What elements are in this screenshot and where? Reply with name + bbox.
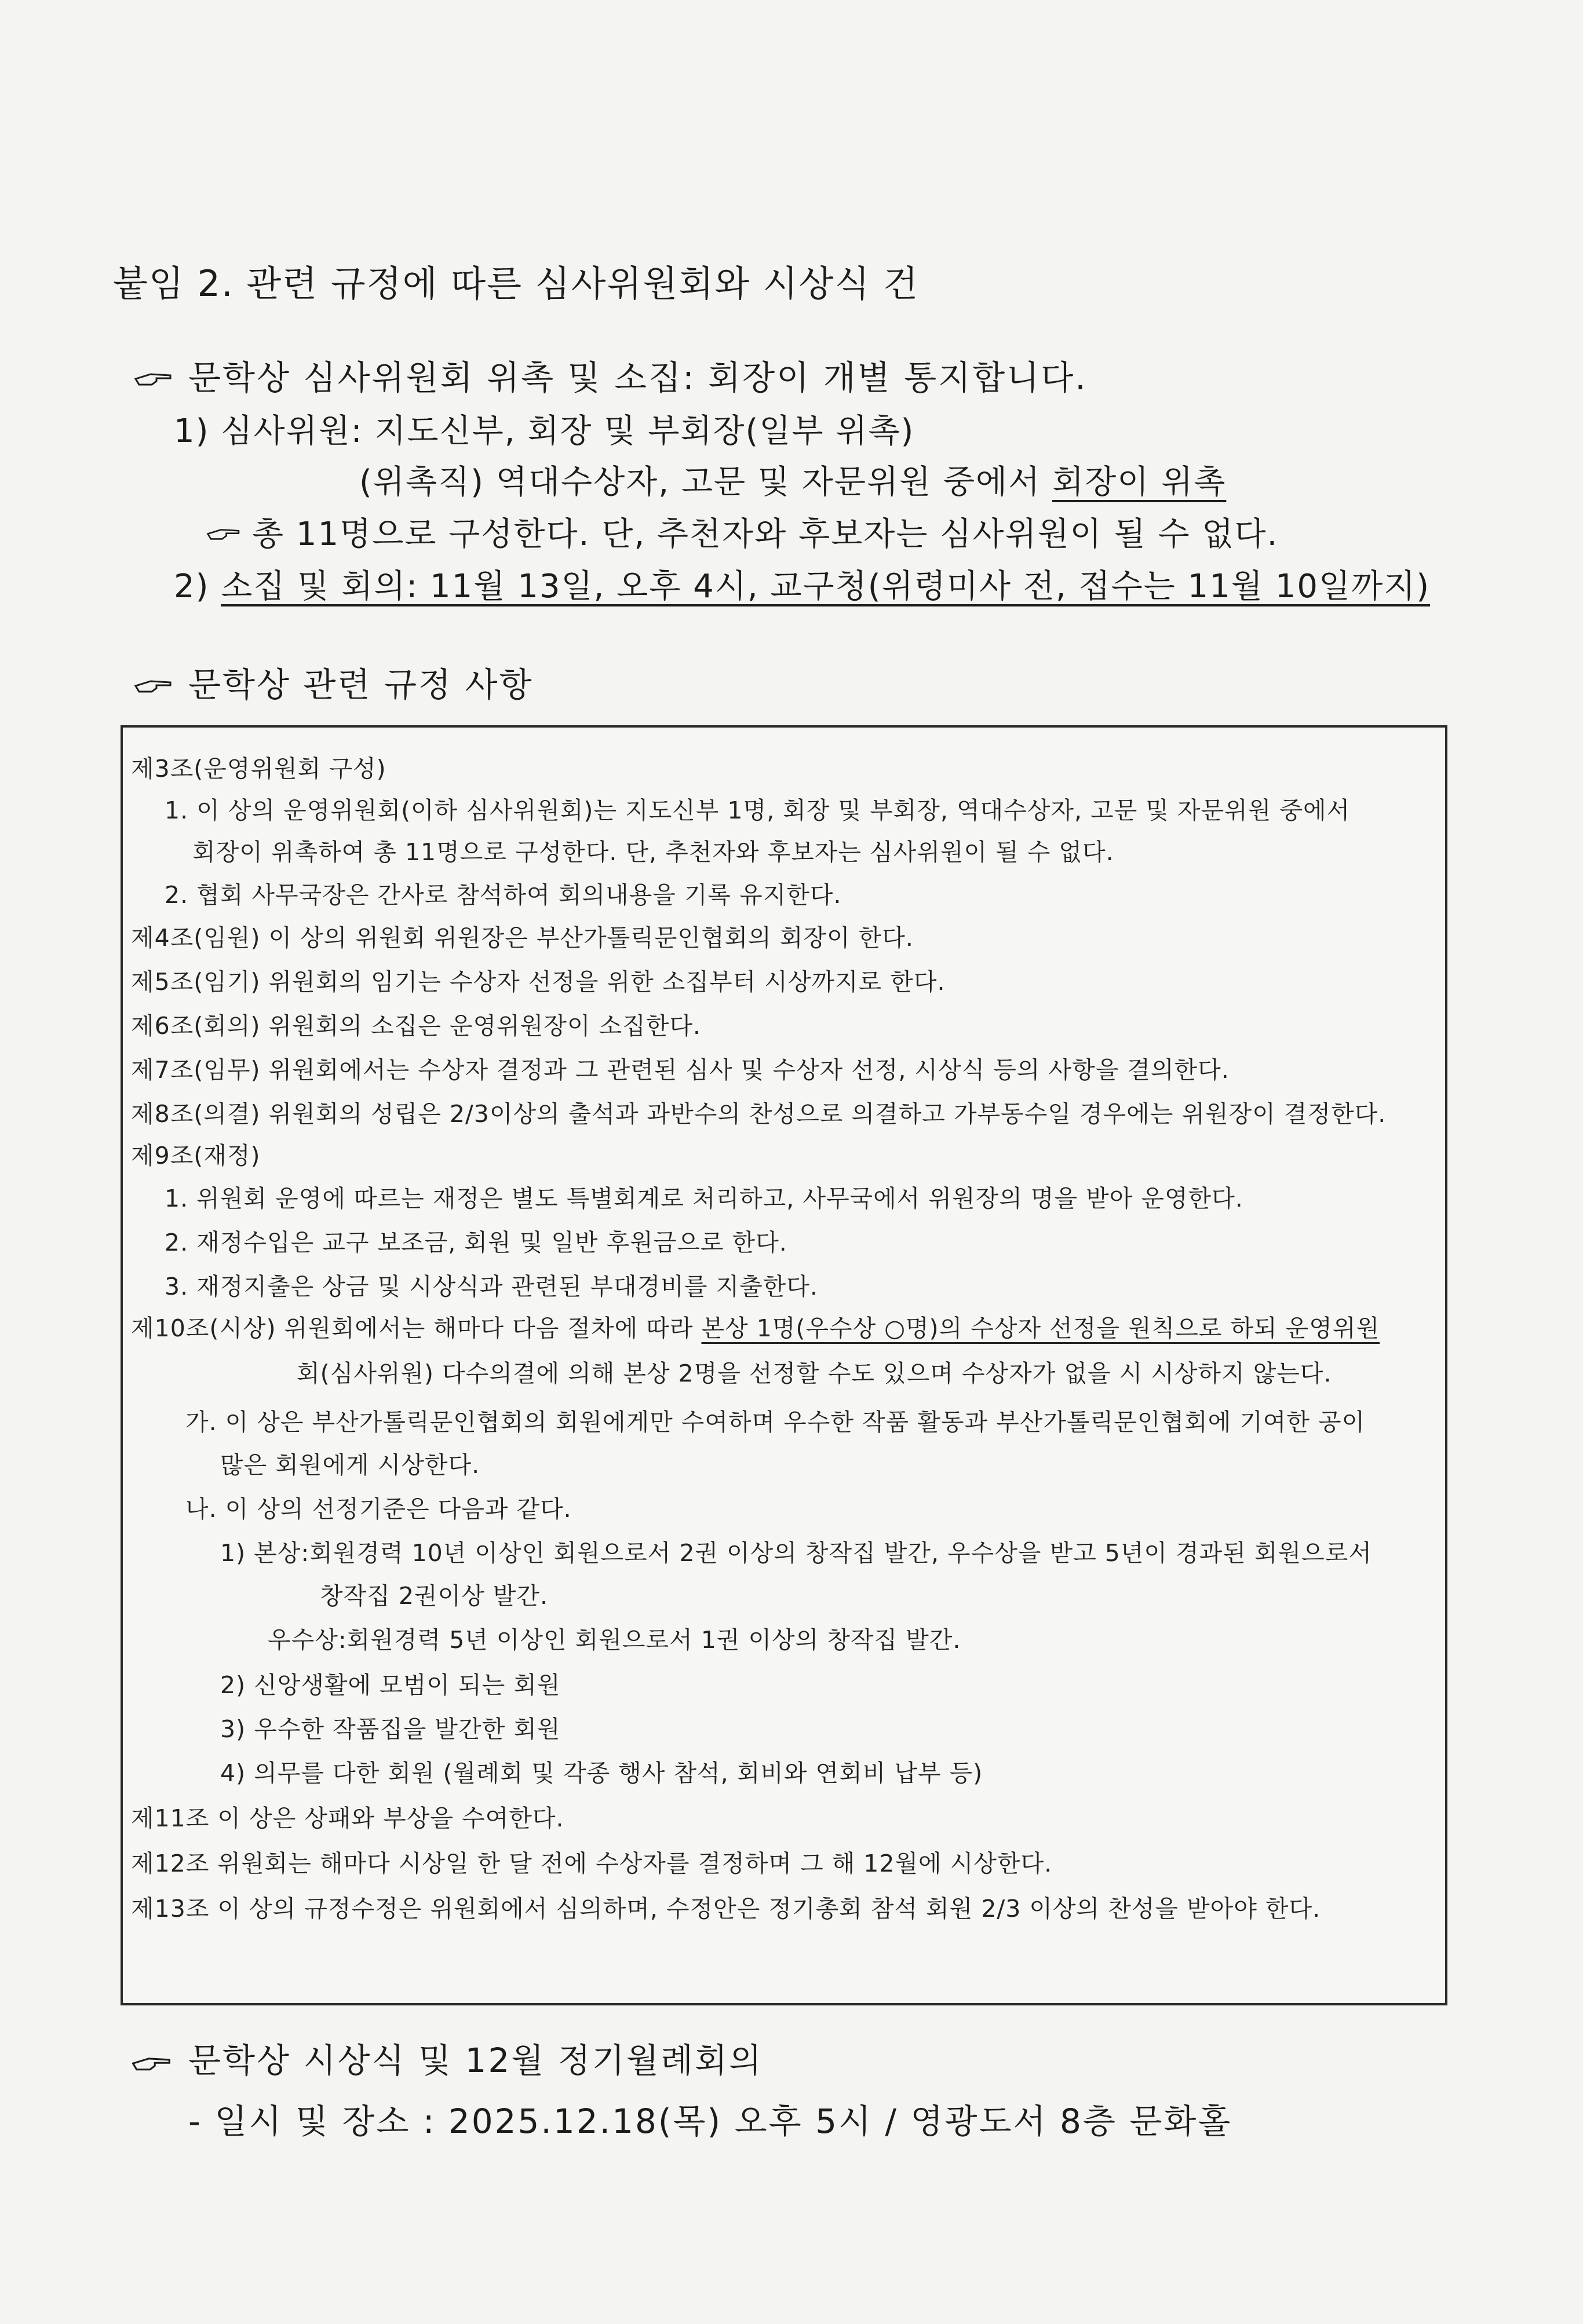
- pointing-hand-icon: [206, 520, 243, 543]
- section1-heading: 문학상 심사위원회 위촉 및 소집: 회장이 개별 통지합니다.: [188, 358, 1088, 397]
- article-13: 제13조 이 상의 규정수정은 위원회에서 심의하며, 수정안은 정기총회 참석 회원 2/3 이상의 찬성을 받아야 한다.: [131, 1895, 1321, 1923]
- pointing-hand-icon: [130, 2048, 174, 2074]
- criteria-main-prize-cont: 창작집 2권이상 발간.: [320, 1582, 549, 1610]
- criteria-faith-life: 2) 신앙생활에 모범이 되는 회원: [220, 1671, 561, 1699]
- article-12: 제12조 위원회는 해마다 시상일 한 달 전에 수상자를 결정하며 그 해 12월에 시상한다.: [131, 1850, 1053, 1877]
- appointed-members-text: (위촉직) 역대수상자, 고문 및 자문위원 중에서: [359, 463, 1053, 501]
- article-10-item-na: 나. 이 상의 선정기준은 다음과 같다.: [185, 1495, 572, 1523]
- criteria-publication: 3) 우수한 작품집을 발간한 회원: [220, 1715, 561, 1743]
- criteria-excellence-prize: 우수상:회원경력 5년 이상인 회원으로서 1권 이상의 창작집 발간.: [268, 1626, 961, 1654]
- article-4: 제4조(임원) 이 상의 위원회 위원장은 부산가톨릭문인협회의 회장이 한다.: [131, 924, 914, 952]
- meeting-schedule-underlined: 소집 및 회의: 11월 13일, 오후 4시, 교구청(위령미사 전, 접수는 11월 10일까지): [221, 568, 1431, 605]
- meeting-schedule-item: [174, 561, 1430, 607]
- article-3-heading: 제3조(운영위원회 구성): [131, 755, 386, 783]
- article-7: 제7조(임무) 위원회에서는 수상자 결정과 그 관련된 심사 및 수상자 선정, 시상식 등의 사항을 결의한다.: [131, 1056, 1230, 1084]
- article-3-clause-2: 2. 협회 사무국장은 간사로 참석하여 회의내용을 기록 유지한다.: [165, 881, 842, 909]
- meeting-schedule-number: 2): [174, 568, 221, 605]
- article-3-clause-1-cont: 회장이 위촉하여 총 11명으로 구성한다. 단, 추천자와 후보자는 심사위원이 될 수 없다.: [192, 838, 1114, 866]
- article-9-heading: 제9조(재정): [131, 1142, 261, 1170]
- article-11: 제11조 이 상은 상패와 부상을 수여한다.: [131, 1804, 564, 1832]
- article-10-underlined: 본상 1명(우수상 ○명)의 수상자 선정을 원칙으로 하되 운영위원: [701, 1314, 1380, 1342]
- section3-heading: 문학상 시상식 및 12월 정기월례회의: [188, 2041, 763, 2080]
- committee-note: 총 11명으로 구성한다. 단, 추천자와 후보자는 심사위원이 될 수 없다.: [252, 516, 1279, 553]
- ceremony-date-place: - 일시 및 장소 : 2025.12.18(목) 오후 5시 / 영광도서 8층 문화홀: [188, 2102, 1232, 2141]
- article-10-text: 제10조(시상) 위원회에서는 해마다 다음 절차에 따라: [131, 1314, 702, 1342]
- article-3-clause-1: 1. 이 상의 운영위원회(이하 심사위원회)는 지도신부 1명, 회장 및 부회장, 역대수상자, 고문 및 자문위원 중에서: [165, 796, 1351, 824]
- criteria-main-prize: 1) 본상:회원경력 10년 이상인 회원으로서 2권 이상의 창작집 발간, 우수상을 받고 5년이 경과된 회원으로서: [220, 1539, 1372, 1567]
- article-5: 제5조(임기) 위원회의 임기는 수상자 선정을 위한 소집부터 시상까지로 한다.: [131, 968, 946, 996]
- article-8: 제8조(의결) 위원회의 성립은 2/3이상의 출석과 과반수의 찬성으로 의결하고 가부동수일 경우에는 위원장이 결정한다.: [131, 1100, 1387, 1128]
- article-10-item-ga-cont: 많은 회원에게 시상한다.: [220, 1451, 480, 1479]
- article-6: 제6조(회의) 위원회의 소집은 운영위원장이 소집한다.: [131, 1012, 701, 1040]
- article-9-clause-1: 1. 위원회 운영에 따르는 재정은 별도 특별회계로 처리하고, 사무국에서 위원장의 명을 받아 운영한다.: [165, 1185, 1243, 1212]
- article-10-item-ga: 가. 이 상은 부산가톨릭문인협회의 회원에게만 수여하며 우수한 작품 활동과 부산가톨릭문인협회에 기여한 공이: [185, 1408, 1366, 1436]
- attachment-title: 붙임 2. 관련 규정에 따른 심사위원회와 시상식 건: [113, 262, 920, 305]
- committee-members-item: 1) 심사위원: 지도신부, 회장 및 부회장(일부 위촉): [174, 412, 915, 450]
- criteria-duties: 4) 의무를 다한 회원 (월례회 및 각종 행사 참석, 회비와 연회비 납부 등): [220, 1759, 983, 1787]
- appointed-members-line: [359, 456, 1226, 503]
- appointed-by-chair-underlined: 회장이 위촉: [1052, 463, 1227, 501]
- regulations-box: [121, 725, 1447, 2005]
- section2-heading: 문학상 관련 규정 사항: [188, 665, 534, 704]
- article-10-cont-underlined: 회(심사위원) 다수의결에 의해 본상 2명을 선정할 수도 있으며 수상자가 없을 시 시상하지 않는다.: [297, 1360, 1332, 1387]
- pointing-hand-icon: [133, 364, 175, 389]
- pointing-hand-icon: [133, 671, 175, 696]
- article-10: [131, 1309, 1380, 1343]
- article-9-clause-2: 2. 재정수입은 교구 보조금, 회원 및 일반 후원금으로 한다.: [165, 1229, 787, 1256]
- article-9-clause-3: 3. 재정지출은 상금 및 시상식과 관련된 부대경비를 지출한다.: [165, 1273, 818, 1300]
